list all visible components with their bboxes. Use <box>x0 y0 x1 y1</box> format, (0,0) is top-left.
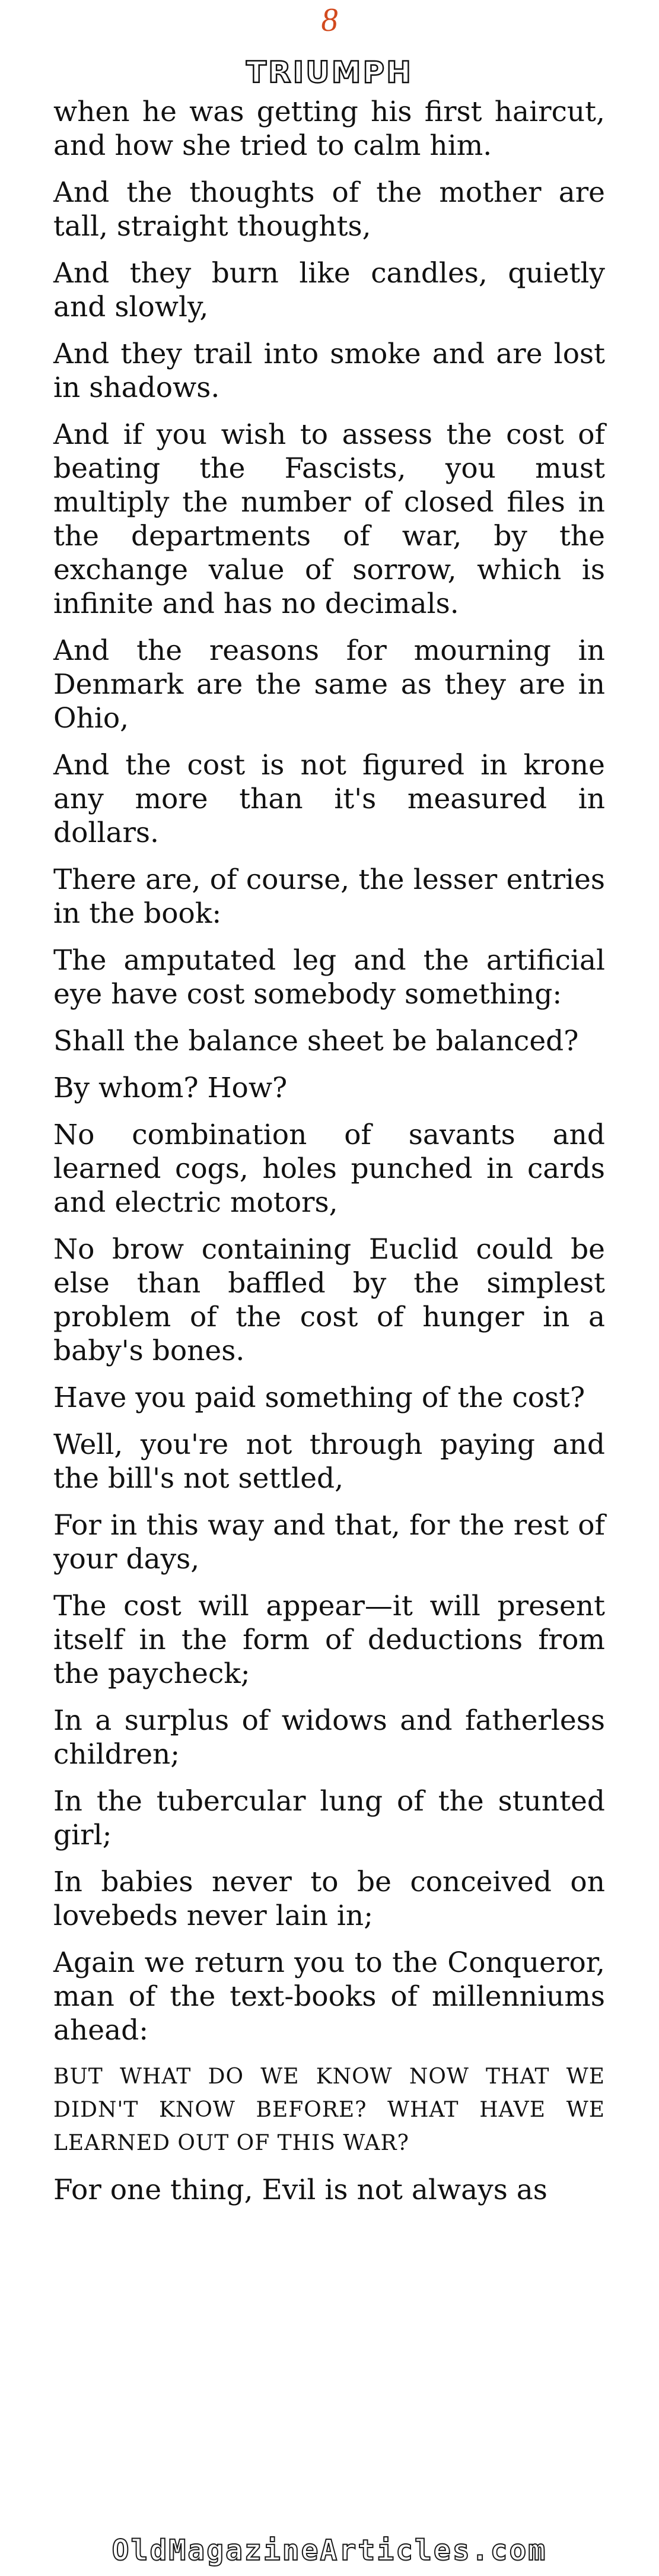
paragraph: In babies never to be conceived on lovebeds never lain in; <box>53 1866 605 1932</box>
paragraph: And they trail into smoke and are lost in shadows. <box>53 338 605 404</box>
paragraph: No combination of savants and learned cogs, holes punched in cards and electric motors, <box>53 1119 605 1219</box>
paragraph: And the reasons for mourning in Denmark are the same as they are in Ohio, <box>53 634 605 735</box>
paragraph: There are, of course, the lesser entries in the book: <box>53 863 605 930</box>
paragraph: Shall the balance sheet be balanced? <box>53 1025 579 1057</box>
article-text <box>53 95 605 2220</box>
paragraph: In a surplus of widows and fatherless children; <box>53 1704 605 1771</box>
paragraph: For in this way and that, for the rest of your days, <box>53 1509 605 1576</box>
small-caps-paragraph: BUT WHAT DO WE KNOW NOW THAT WE DIDN'T KNOW BEFORE? WHAT HAVE WE LEARNED OUT OF THIS WAR? <box>53 2064 605 2155</box>
page-number: 8 <box>321 2 338 39</box>
paragraph: And the thoughts of the mother are tall, straight thoughts, <box>53 176 605 243</box>
site-watermark: OldMagazineArticles.com <box>112 2534 547 2567</box>
paragraph: when he was getting his first haircut, and how she tried to calm him. <box>53 96 605 162</box>
paragraph: And they burn like candles, quietly and slowly, <box>53 257 605 323</box>
paragraph: Well, you're not through paying and the bill's not settled, <box>53 1428 605 1495</box>
paragraph: And if you wish to assess the cost of beating the Fascists, you must multiply the number of closed files in the departments of war, by the exchange value of sorrow, which is infinite and has no decimals. <box>53 418 605 620</box>
paragraph: Again we return you to the Conqueror, man of the text-books of millenniums ahead: <box>53 1946 605 2047</box>
paragraph: And the cost is not figured in krone any more than it's measured in dollars. <box>53 749 605 849</box>
paragraph: Have you paid something of the cost? <box>53 1381 585 1414</box>
paragraph: In the tubercular lung of the stunted girl; <box>53 1785 605 1851</box>
paragraph: No brow containing Euclid could be else than baffled by the simplest problem of the cost of hunger in a baby's bones. <box>53 1233 605 1367</box>
paragraph: For one thing, Evil is not always as <box>53 2174 547 2206</box>
paragraph: The cost will appear—it will present itself in the form of deductions from the paycheck; <box>53 1590 605 1690</box>
paragraph: The amputated leg and the artificial eye have cost somebody something: <box>53 944 605 1011</box>
paragraph: By whom? How? <box>53 1072 288 1104</box>
page-header: TRIUMPH <box>246 55 413 90</box>
